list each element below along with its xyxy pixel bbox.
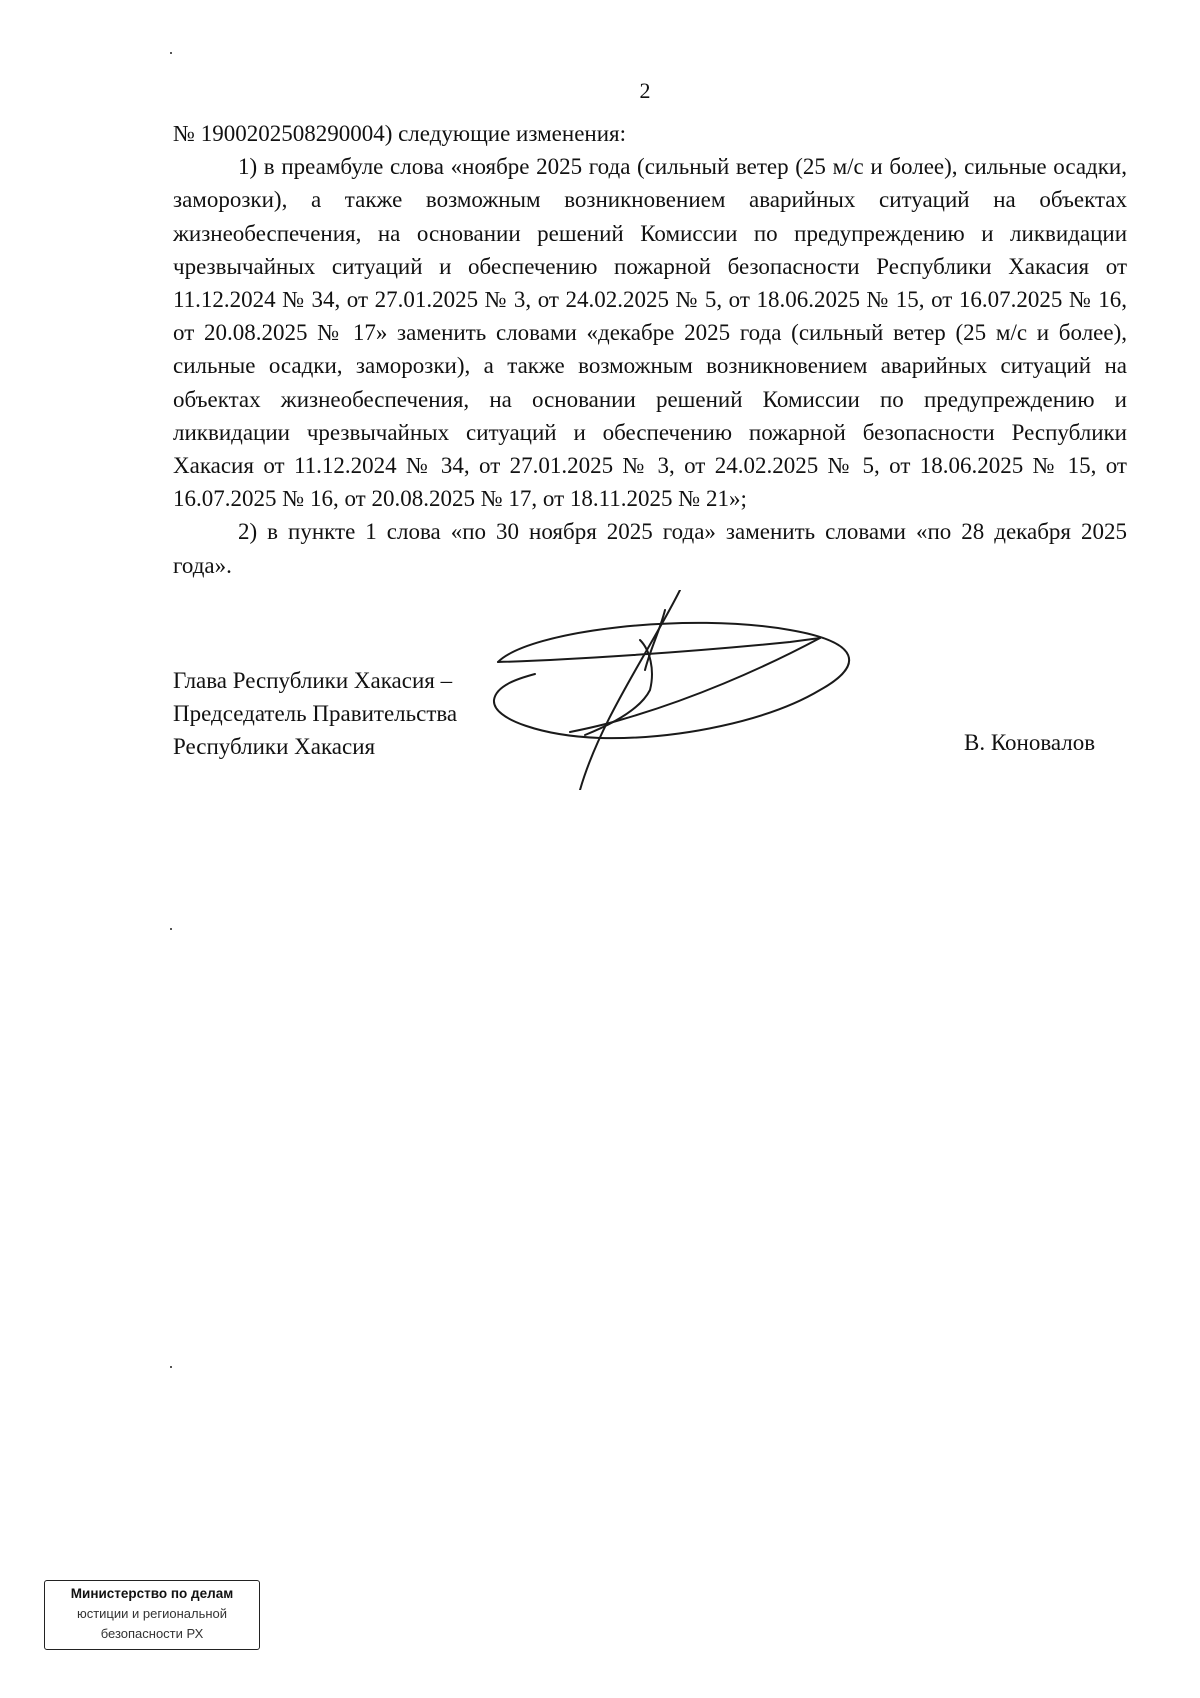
stamp-line: Министерство по делам	[70, 1586, 234, 1601]
body-text	[173, 117, 1127, 582]
paragraph-item-1: 1) в преамбуле слова «ноябре 2025 года (сильный ветер (25 м/с и более), сильные осадки, заморозки), а также возможным возникновением аварийных ситуаций на объектах жизнеобеспечения, на основании решений Комиссии по предупреждению и ликвидации чрезвычайных ситуаций и обеспечению пожарной безопасности Республики Хакасия от 11.12.2024 № 34, от 27.01.2025 № 3, от 24.02.2025 № 5, от 18.06.2025 № 15, от 16.07.2025 № 16, от 20.08.2025 № 17» заменить словами «декабре 2025 года (сильный ветер (25 м/с и более), сильные осадки, заморозки), а также возможным возникновением аварийных ситуаций на объектах жизнеобеспечения, на основании решений Комиссии по предупреждению и ликвидации чрезвычайных ситуаций и обеспечению пожарной безопасности Республики Хакасия от 11.12.2024 № 34, от 27.01.2025 № 3, от 24.02.2025 № 5, от 18.06.2025 № 15, от 16.07.2025 № 16, от 20.08.2025 № 17, от 18.11.2025 № 21»;	[173, 154, 1127, 512]
signer-title-line: Председатель Правительства	[173, 701, 458, 726]
paragraph-item-2: 2) в пункте 1 слова «по 30 ноября 2025 года» заменить словами «по 28 декабря 2025 года».	[173, 519, 1127, 578]
signer-title-line: Республики Хакасия	[173, 734, 376, 759]
signer-title-line: Глава Республики Хакасия –	[173, 668, 453, 693]
scan-speck	[170, 1366, 172, 1368]
signer-name: В. Коновалов	[964, 730, 1096, 755]
stamp-line: безопасности РХ	[100, 1626, 204, 1641]
paragraph-intro: № 1900202508290004) следующие изменения:	[173, 121, 626, 146]
page-number: 2	[639, 78, 651, 103]
registration-stamp	[44, 1580, 260, 1650]
signer-title	[173, 664, 457, 763]
scan-speck	[170, 52, 172, 54]
stamp-line: юстиции и региональной	[76, 1606, 228, 1621]
scan-speck	[170, 928, 172, 930]
handwritten-signature	[490, 590, 870, 790]
